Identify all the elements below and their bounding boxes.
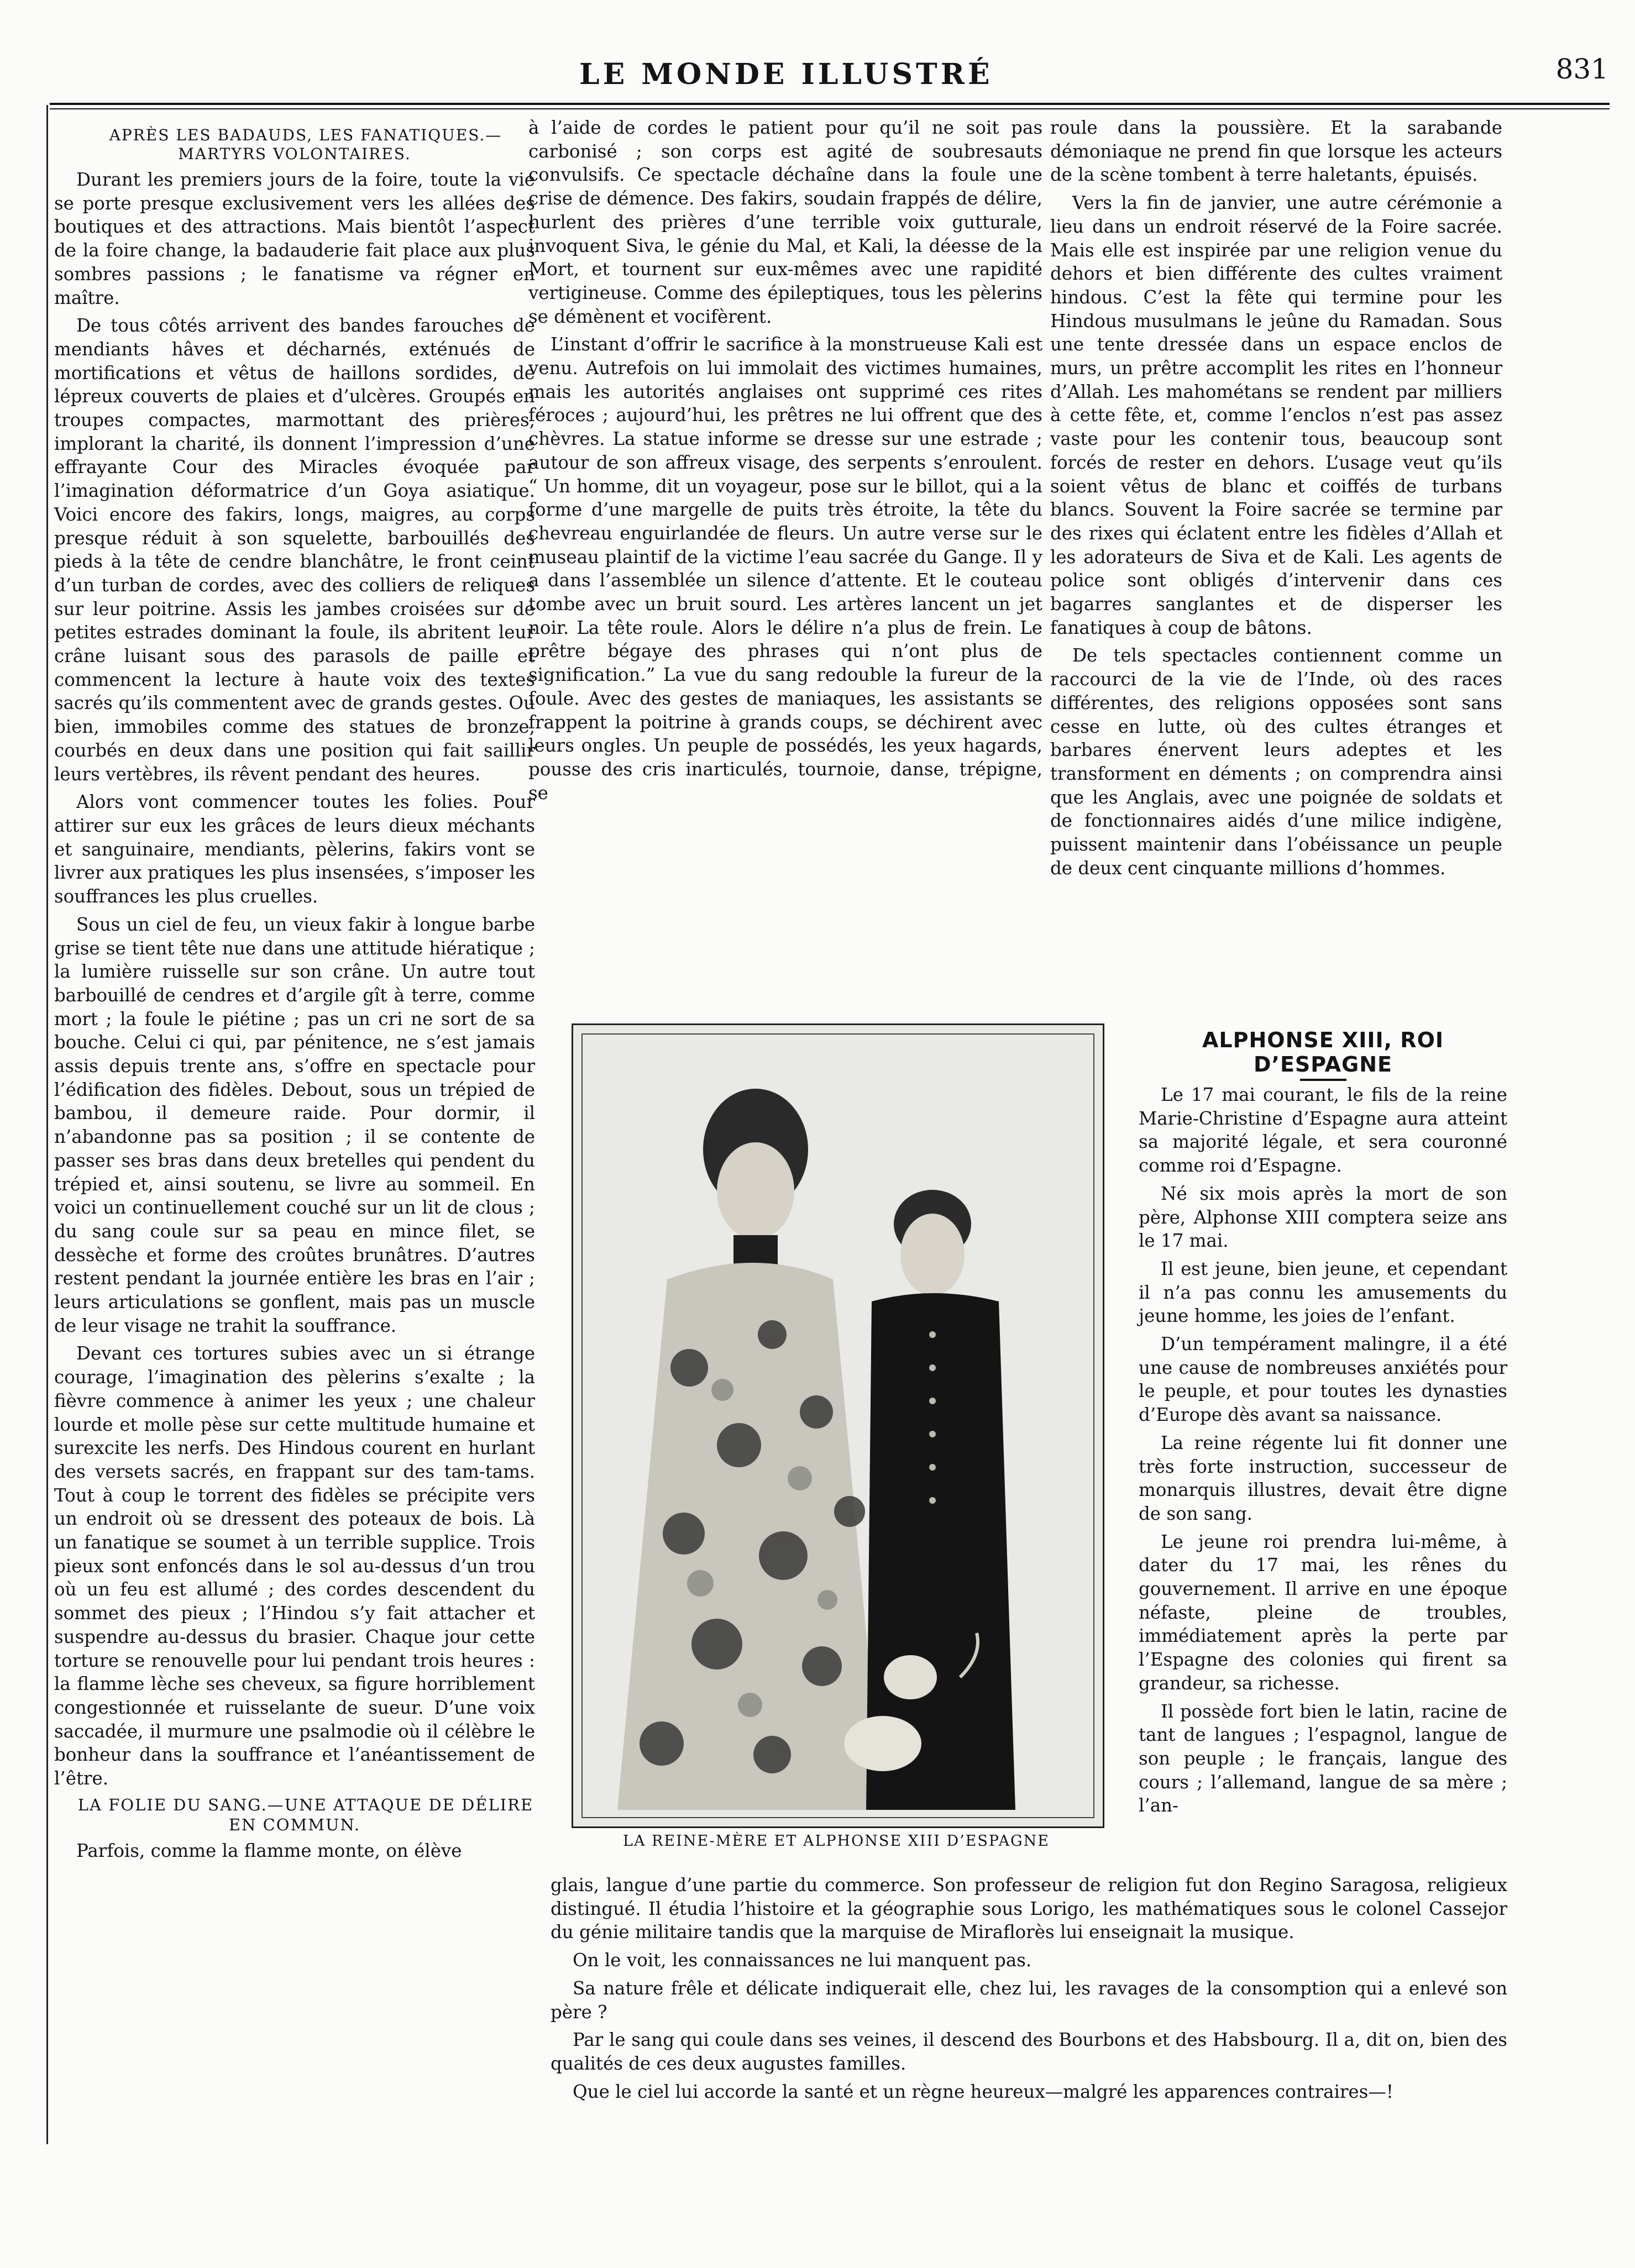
paragraph: Vers la fin de janvier, une autre cérémonie a lieu dans un endroit réservé de la Foire sacrée. Mais elle est inspirée par une religion venue du dehors et bien différente des cultes vraiment hindous. C’est la fête qui termine pour les Hindous musulmans le jeûne du Ramadan. Sous une tente dressée dans un espace enclos de murs, un prêtre accomplit les rites en l’honneur d’Allah. Les mahométans se rendent par milliers à cette fête, et, comme l’enclos n’est pas assez vaste pour les contenir tous, beaucoup sont forcés de rester en dehors. L’usage veut qu’ils soient vêtus de blanc et coiffés de turbans blancs. Souvent la Foire sacrée se termine par des rixes qui éclatent entre les fidèles d’Allah et les adorateurs de Siva et de Kali. Les agents de police sont obligés d’intervenir dans ces bagarres sanglantes et de disperser les fanatiques à coup de bâtons. bbox=[1050, 192, 1502, 638]
header-rule-thin bbox=[50, 108, 1610, 109]
paragraph: Sa nature frêle et délicate indiquerait elle, chez lui, les ravages de la consomption qui a enlevé son père ? bbox=[551, 1977, 1507, 2023]
header-rule bbox=[50, 103, 1610, 105]
paragraph: Sous un ciel de feu, un vieux fakir à longue barbe grise se tient tête nue dans une attitude hiératique ; la lumière ruisselle sur son crâne. Un autre tout barbouillé de cendres et d’argile gît à terre, comme mort ; la foule le piétine ; pas un cri ne sort de sa bouche. Celui ci qui, par pénitence, ne s’est jamais assis depuis trente ans, s’offre en spectacle pour l’édification des fidèles. Debout, sous un trépied de bambou, il demeure raide. Pour dormir, il n’abandonne pas sa position ; il se contente de passer ses bras dans deux bretelles qui pendent du trépied et, ainsi soutenu, se livre au sommeil. En voici un continuellement couché sur un lit de clous ; du sang coule sur sa peau en mince filet, se dessèche et forme des croûtes brunâtres. D’autres restent pendant la journée entière les bras en l’air ; leurs articulations se gonflent, mais pas un muscle de leur visage ne trahit la souffrance. bbox=[54, 914, 535, 1336]
paragraph: Il possède fort bien le latin, racine de tant de langues ; l’espagnol, langue de son peuple ; le français, langue des cours ; l’allemand, langue de sa mère ; l’an- bbox=[1139, 1700, 1507, 1817]
column-3 bbox=[1050, 116, 1502, 885]
headline-rule bbox=[1300, 1079, 1346, 1081]
paragraph: La reine régente lui fit donner une très forte instruction, successeur de monarquis illustres, devait être digne de son sang. bbox=[1139, 1432, 1507, 1524]
paragraph: Durant les premiers jours de la foire, toute la vie se porte presque exclusivement vers les allées des boutiques et des attractions. Mais bientôt l’aspect de la foire change, la badauderie fait place aux plus sombres passions ; le fanatisme va régner en maître. bbox=[54, 169, 535, 308]
article-bottom-block bbox=[551, 1873, 1507, 2108]
column-1 bbox=[54, 126, 535, 1867]
paragraph: Devant ces tortures subies avec un si étrange courage, l’imagination des pèlerins s’exalte ; la fièvre commence à animer les yeux ; une chaleur lourde et molle pèse sur cette multitude humaine et surexcite les nerfs. Des Hindous courent en hurlant des versets sacrés, en frappant sur des tam-tams. Tout à coup le torrent des fidèles se précipite vers un endroit où se dressent des poteaux de bois. Là un fanatique se soumet à un terrible supplice. Trois pieux sont enfoncés dans le sol au-dessus d’un trou où un feu est allumé ; des cordes descendent du sommet des pieux ; l’Hindou s’y fait attacher et suspendre au-dessus du brasier. Chaque jour cette torture se renouvelle pour lui pendant trois heures : la flamme lèche ses cheveux, sa figure horriblement congestionnée et ruisselante de sueur. D’une voix saccadée, il murmure une psalmodie où il célèbre le bonheur dans la souffrance et l’anéantissement de l’être. bbox=[54, 1343, 535, 1789]
paragraph: L’instant d’offrir le sacrifice à la monstrueuse Kali est venu. Autrefois on lui immolait des victimes humaines, mais les autorités anglaises ont supprimé ces rites féroces ; aujourd’hui, les prêtres ne lui offrent que des chèvres. La statue informe se dresse sur une estrade ; autour de son affreux visage, des serpents s’enroulent. “ Un homme, dit un voyageur, pose sur le billot, qui a la forme d’une margelle de puits très étroite, la tête du chevreau enguirlandée de fleurs. Un autre verse sur le museau plaintif de la victime l’eau sacrée du Gange. Il y a dans l’assemblée un silence d’attente. Et le couteau tombe avec un bruit sourd. Les artères lancent un jet noir. La tête roule. Alors le délire n’a plus de frein. Le prêtre bégaye des phrases qui n’ont plus de signification.” La vue du sang redouble la fureur de la foule. Avec des gestes de maniaques, les assistants se frappent la poitrine à grands coups, se déchirent avec leurs ongles. Un peuple de possédés, les yeux hagards, pousse des cris inarticulés, tournoie, danse, trépigne, se bbox=[528, 334, 1042, 804]
masthead-title: LE MONDE ILLUSTRÉ bbox=[579, 57, 993, 91]
article-headline: ALPHONSE XIII, ROI D’ESPAGNE bbox=[1202, 1028, 1444, 1077]
portrait-photograph bbox=[572, 1023, 1104, 1828]
portrait-illustration bbox=[573, 1025, 1103, 1826]
paragraph: à l’aide de cordes le patient pour qu’il ne soit pas carbonisé ; son corps est agité de soubresauts convulsifs. Ce spectacle déchaîne dans la foule une crise de démence. Des fakirs, soudain frappés de délire, hurlent des prières d’une terrible voix gutturale, invoquent Siva, le génie du Mal, et Kali, la déesse de la Mort, et tournent sur eux-mêmes avec une rapidité vertigineuse. Comme des épileptiques, tous les pèlerins se démènent et vocifèrent. bbox=[528, 117, 1042, 327]
page-number: 831 bbox=[1555, 53, 1608, 85]
section-subhead: APRÈS LES BADAUDS, LES FANATIQUES.— MARTYRS VOLONTAIRES. bbox=[109, 126, 502, 163]
paragraph: glais, langue d’une partie du commerce. Son professeur de religion fut don Regino Saragosa, religieux distingué. Il étudia l’histoire et la géographie sous Lorigo, les mathématiques sous le colonel Cassejor du génie militaire tandis que la marquise de Miraflorès lui enseignait la musique. bbox=[551, 1875, 1507, 1943]
paragraph: De tels spectacles contiennent comme un raccourci de la vie de l’Inde, où des races différentes, des religions opposées sont sans cesse en lutte, où des cultes étranges et barbares énervent leurs adeptes et les transforment en déments ; on comprendra ainsi que les Anglais, avec une poignée de soldats et de fonctionnaires aidés d’une milice indigène, puissent maintenir dans l’obéissance un peuple de deux cent cinquante millions d’hommes. bbox=[1050, 645, 1502, 879]
paragraph: Que le ciel lui accorde la santé et un règne heureux—malgré les apparences contraires—! bbox=[573, 2081, 1393, 2102]
column-2 bbox=[528, 116, 1042, 809]
paragraph: Parfois, comme la flamme monte, on élève bbox=[76, 1840, 462, 1861]
paragraph: On le voit, les connaissances ne lui manquent pas. bbox=[573, 1950, 1032, 1971]
article-column bbox=[1139, 1083, 1507, 1822]
paragraph: Alors vont commencer toutes les folies. Pour attirer sur eux les grâces de leurs dieux méchants et sanguinaire, mendiants, pèlerins, fakirs vont se livrer aux pratiques les plus insensées, s’imposer les souffrances les plus cruelles. bbox=[54, 791, 535, 907]
photo-caption: LA REINE-MÈRE ET ALPHONSE XIII D’ESPAGNE bbox=[623, 1833, 1050, 1850]
paragraph: Par le sang qui coule dans ses veines, il descend des Bourbons et des Habsbourg. Il a, dit on, bien des qualités de ces deux augustes familles. bbox=[551, 2029, 1507, 2074]
paragraph: roule dans la poussière. Et la sarabande démoniaque ne prend fin que lorsque les acteurs de la scène tombent à terre haletants, épuisés. bbox=[1050, 117, 1502, 186]
paragraph: Il est jeune, bien jeune, et cependant il n’a pas connu les amusements du jeune homme, les joies de l’enfant. bbox=[1139, 1258, 1507, 1327]
paragraph: Le 17 mai courant, le fils de la reine Marie-Christine d’Espagne aura atteint sa majorité légale, et sera couronné comme roi d’Espagne. bbox=[1139, 1084, 1507, 1177]
paragraph: De tous côtés arrivent des bandes farouches de mendiants hâves et décharnés, exténués de mortifications et vêtus de haillons sordides, de lépreux couverts de plaies et d’ulcères. Groupés en troupes compactes, marmottant des prières, implorant la charité, ils donnent l’impression d’une effrayante Cour des Miracles évoquée par l’imagination déformatrice d’un Goya asiatique. Voici encore des fakirs, longs, maigres, au corps presque réduit à son squelette, barbouillés des pieds à la tête de cendre blanchâtre, le front ceint d’un turban de cordes, avec des colliers de reliques sur leur poitrine. Assis les jambes croisées sur de petites estrades dominant la foule, ils abritent leur crâne luisant sous des parasols de paille et commencent la lecture à haute voix des textes sacrés qu’ils commentent avec de grands gestes. Ou bien, immobiles comme des statues de bronze, courbés en deux dans une position qui fait saillir leurs vertèbres, ils rêvent pendant des heures. bbox=[54, 315, 535, 785]
left-margin-rule bbox=[46, 105, 48, 2144]
paragraph: D’un tempérament malingre, il a été une cause de nombreuses anxiétés pour le peuple, et pour toutes les dynasties d’Europe dès avant sa naissance. bbox=[1139, 1334, 1507, 1426]
section-subhead: LA FOLIE DU SANG.—UNE ATTAQUE DE DÉLIRE EN COMMUN. bbox=[77, 1795, 534, 1834]
paragraph: Né six mois après la mort de son père, Alphonse XIII comptera seize ans le 17 mai. bbox=[1139, 1183, 1507, 1252]
paragraph: Le jeune roi prendra lui-même, à dater du 17 mai, les rênes du gouvernement. Il arrive en une époque néfaste, pleine de troubles, immédiatement après la perte par l’Espagne des colonies qui firent sa grandeur, sa richesse. bbox=[1139, 1531, 1507, 1694]
